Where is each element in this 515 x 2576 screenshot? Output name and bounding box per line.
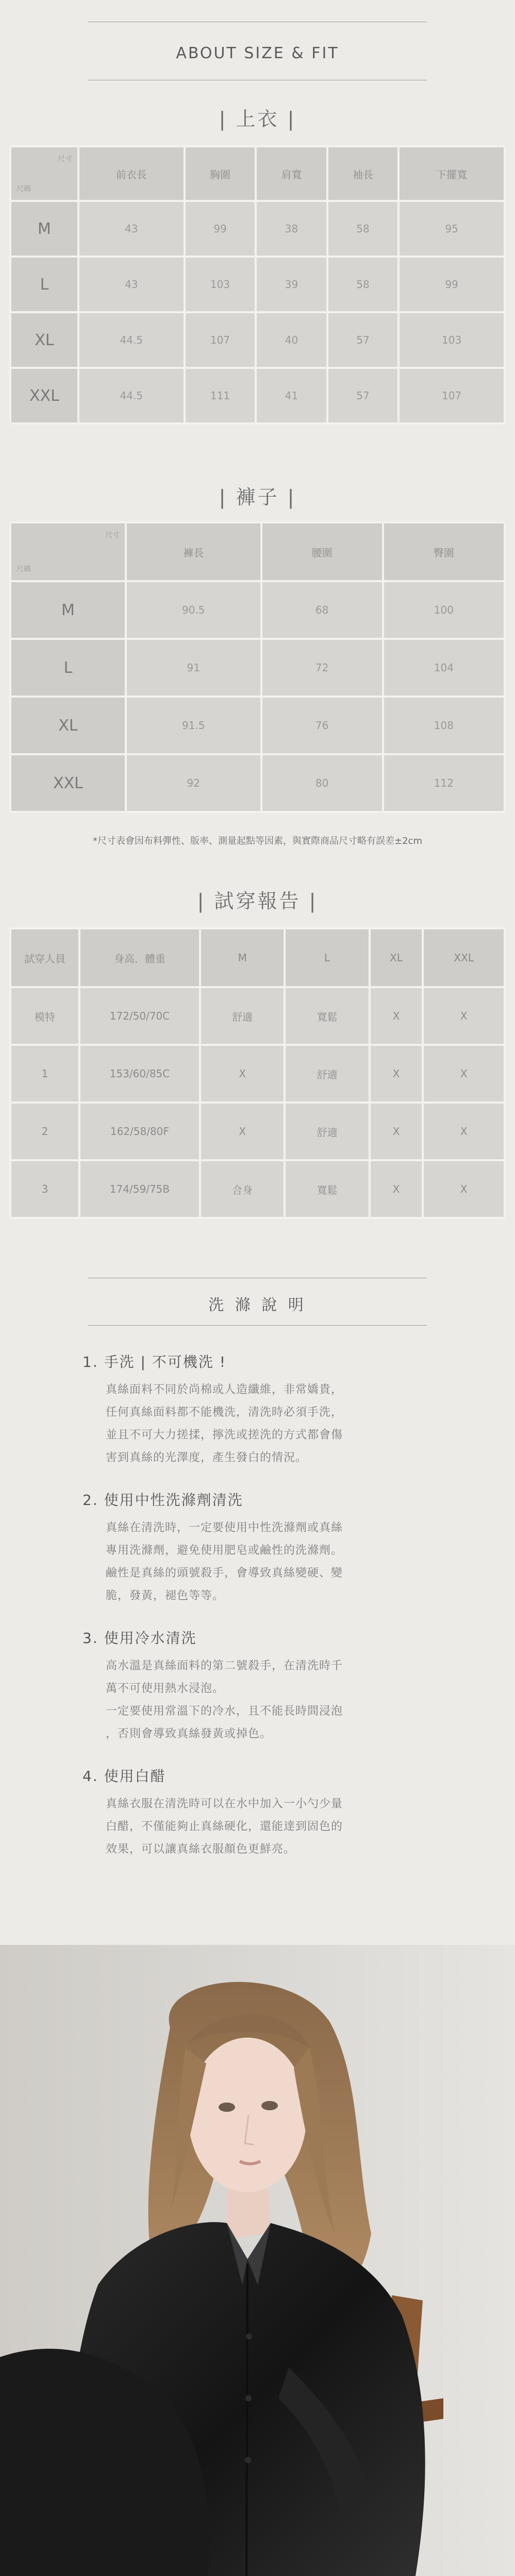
column-header: 胸圍 — [186, 147, 255, 200]
table-cell: 寬鬆 — [286, 1161, 368, 1217]
column-header: XXL — [424, 929, 504, 986]
column-header: 褲長 — [127, 523, 260, 580]
table-row — [11, 1161, 504, 1217]
size-label: XL — [11, 698, 125, 753]
table-cell: 1 — [11, 1046, 78, 1101]
table-cell: 43 — [79, 202, 184, 256]
table-cell: 100 — [384, 582, 504, 638]
column-header: XL — [371, 929, 422, 986]
table-cell: 103 — [186, 258, 255, 311]
table-cell: 40 — [257, 313, 326, 367]
wash-rule-bottom — [88, 1325, 427, 1326]
model-photo-illustration — [0, 1945, 515, 2576]
column-header: 臀圍 — [384, 523, 504, 580]
table-cell: 104 — [384, 640, 504, 696]
table-row — [11, 202, 504, 256]
table-cell: 合身 — [201, 1161, 284, 1217]
wash-paragraph: 高水溫是真絲面料的第二號殺手，在清洗時千 萬不可使用熱水浸泡。 一定要使用常溫下的冷水，且不能長時間浸泡 ，否則會導致真絲發黃或掉色。 — [106, 1659, 343, 1740]
table-cell: 91.5 — [127, 698, 260, 753]
table-cell: 58 — [328, 258, 398, 311]
corner-bottom-label: 尺碼 — [16, 185, 31, 193]
table-cell: 58 — [328, 202, 398, 256]
table-row — [11, 258, 504, 311]
table-cell: 模特 — [11, 988, 78, 1044]
table-cell: X — [371, 1104, 422, 1159]
table-cell: 舒適 — [286, 1046, 368, 1101]
table-cell: 112 — [384, 755, 504, 811]
table-row — [11, 1104, 504, 1159]
wash-paragraph: 真絲在清洗時，一定要使用中性洗滌劑或真絲 專用洗滌劑，避免使用肥皂或鹼性的洗滌劑。 鹼性是真絲的頭號殺手，會導致真絲變硬、變 脆，發黃，褪色等等。 — [106, 1521, 343, 1602]
table-row — [11, 755, 504, 811]
table-row — [11, 640, 504, 696]
table-cell: 68 — [262, 582, 382, 638]
column-header: 腰圍 — [262, 523, 382, 580]
table-cell: X — [371, 1046, 422, 1101]
pants-table-title: | 褲子 | — [219, 486, 296, 509]
column-header: 下擺寬 — [400, 147, 504, 200]
table-cell: 107 — [400, 369, 504, 422]
size-label: XL — [11, 313, 77, 367]
table-corner — [11, 523, 125, 580]
table-cell: 38 — [257, 202, 326, 256]
table-cell: 57 — [328, 369, 398, 422]
corner-top-label: 尺寸 — [105, 531, 120, 539]
table-cell: 寬鬆 — [286, 988, 368, 1044]
wash-paragraph: 真絲衣服在清洗時可以在水中加入一小勺少量 白醋，不僅能夠止真絲硬化，還能達到固色的 效果，可以讓真絲衣服顏色更鮮亮。 — [106, 1798, 343, 1856]
table-cell: 108 — [384, 698, 504, 753]
wash-heading: 3. 使用冷水清洗 — [82, 1630, 197, 1647]
size-label: XXL — [11, 369, 77, 422]
table-cell: 92 — [127, 755, 260, 811]
wash-heading: 4. 使用白醋 — [82, 1768, 166, 1785]
corner-top-label: 尺寸 — [58, 155, 72, 163]
trial-table-title: | 試穿報告 | — [197, 890, 318, 912]
column-header: 試穿人員 — [11, 929, 78, 986]
table-cell: X — [201, 1046, 284, 1101]
table-cell: 103 — [400, 313, 504, 367]
table-cell: X — [371, 988, 422, 1044]
top-size-table — [9, 145, 506, 425]
table-row — [11, 582, 504, 638]
table-cell: X — [424, 1104, 504, 1159]
size-label: M — [11, 582, 125, 638]
size-label: M — [11, 202, 77, 256]
table-cell: X — [424, 1161, 504, 1217]
table-cell: 44.5 — [79, 369, 184, 422]
table-cell: 72 — [262, 640, 382, 696]
column-header: 前衣長 — [79, 147, 184, 200]
wash-heading: 1. 手洗 | 不可機洗 ! — [82, 1353, 226, 1370]
table-cell: 2 — [11, 1104, 78, 1159]
table-cell: 172/50/70C — [80, 988, 199, 1044]
table-row — [11, 313, 504, 367]
table-cell: X — [201, 1104, 284, 1159]
size-label: XXL — [11, 755, 125, 811]
table-cell: 91 — [127, 640, 260, 696]
column-header: 肩寬 — [257, 147, 326, 200]
table-cell: 107 — [186, 313, 255, 367]
table-cell: 39 — [257, 258, 326, 311]
table-cell: 153/60/85C — [80, 1046, 199, 1101]
table-cell: 76 — [262, 698, 382, 753]
table-cell: 99 — [186, 202, 255, 256]
table-cell: 80 — [262, 755, 382, 811]
page-title: ABOUT SIZE & FIT — [176, 44, 339, 62]
table-cell: 43 — [79, 258, 184, 311]
table-cell: 舒適 — [286, 1104, 368, 1159]
table-cell: 99 — [400, 258, 504, 311]
trial-report-table — [9, 927, 506, 1219]
column-header: 身高．體重 — [80, 929, 199, 986]
table-cell: 111 — [186, 369, 255, 422]
table-cell: 90.5 — [127, 582, 260, 638]
corner-bottom-label: 尺碼 — [16, 565, 31, 573]
table-cell: X — [424, 988, 504, 1044]
table-corner — [11, 147, 77, 200]
table-cell: 162/58/80F — [80, 1104, 199, 1159]
table-cell: 3 — [11, 1161, 78, 1217]
pants-size-table — [9, 521, 506, 813]
model-photo — [0, 1945, 515, 2576]
table-cell: 舒適 — [201, 988, 284, 1044]
table-cell: X — [424, 1046, 504, 1101]
column-header: M — [201, 929, 284, 986]
wash-paragraph: 真絲面料不同於尚棉或人造纖維，非常嬌貴， 任何真絲面料都不能機洗，清洗時必須手洗， 並且不可大力搓揉，擰洗或搓洗的方式都會傷 害到真絲的光澤度，產生發白的情況。 — [106, 1383, 343, 1464]
table-cell: 95 — [400, 202, 504, 256]
table-row — [11, 369, 504, 422]
size-label: L — [11, 640, 125, 696]
column-header: 袖長 — [328, 147, 398, 200]
wash-heading: 2. 使用中性洗滌劑清洗 — [82, 1492, 243, 1509]
table-cell: X — [371, 1161, 422, 1217]
size-tolerance-note: *尺寸表會因布料彈性、版率、測量起點等因素，與實際商品尺寸略有誤差±2cm — [93, 836, 422, 846]
table-row — [11, 1046, 504, 1101]
table-cell: 174/59/75B — [80, 1161, 199, 1217]
table-cell: 41 — [257, 369, 326, 422]
washing-title: 洗 滌 說 明 — [208, 1296, 307, 1314]
table-row — [11, 698, 504, 753]
size-label: L — [11, 258, 77, 311]
table-cell: 57 — [328, 313, 398, 367]
top-table-title: | 上衣 | — [219, 108, 296, 130]
column-header: L — [286, 929, 368, 986]
table-cell: 44.5 — [79, 313, 184, 367]
table-row — [11, 988, 504, 1044]
